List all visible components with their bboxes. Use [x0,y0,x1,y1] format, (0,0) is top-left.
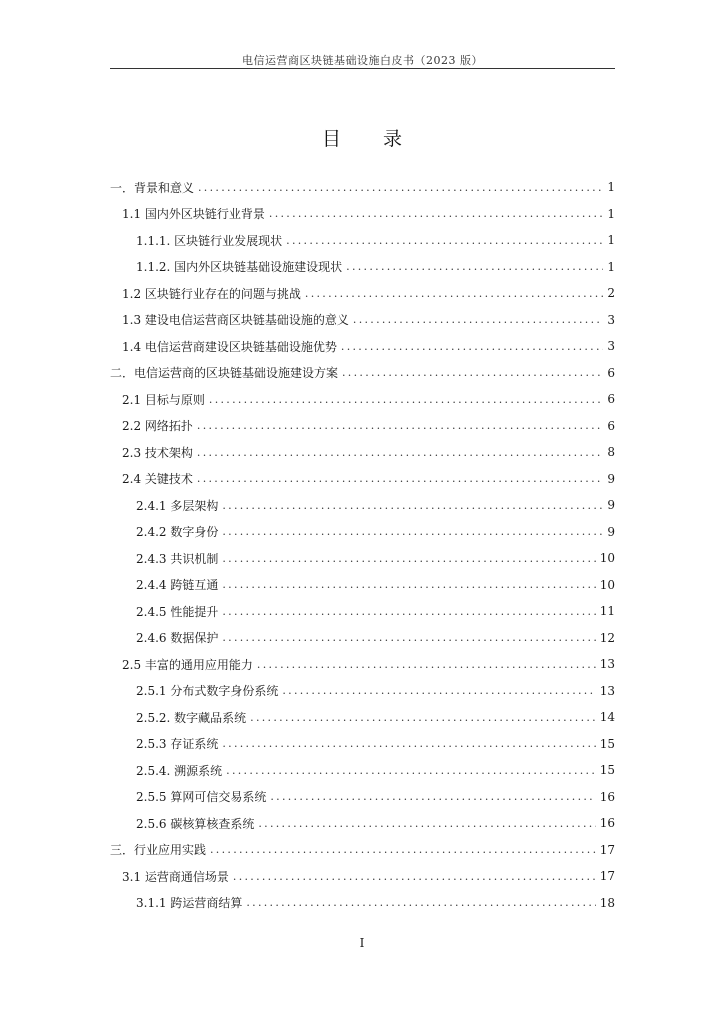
dot-leader [209,393,603,406]
toc-entry-page: 16 [599,789,615,804]
toc-entry[interactable] [110,545,615,572]
toc-entry[interactable] [110,704,615,731]
dot-leader [197,472,603,485]
toc-entry-label: 一．背景和意义 [110,180,195,195]
toc-entry-label: 2.4.5 性能提升 [136,604,219,619]
toc-entry-page: 6 [607,392,615,407]
toc-entry-label: 1.2 区块链行业存在的问题与挑战 [122,286,301,301]
table-of-contents [110,174,615,916]
toc-entry[interactable] [110,466,615,493]
toc-entry[interactable] [110,307,615,334]
dot-leader [286,234,603,247]
toc-entry-label: 2.5.2. 数字藏品系统 [136,710,247,725]
toc-entry-page: 9 [607,524,615,539]
toc-entry[interactable] [110,254,615,281]
toc-entry-page: 18 [599,895,615,910]
dot-leader [246,896,595,909]
toc-entry[interactable] [110,810,615,837]
toc-entry-label: 1.1.1. 区块链行业发展现状 [136,233,283,248]
toc-entry-label: 2.4.1 多层架构 [136,498,219,513]
dot-leader [222,737,595,750]
toc-entry-label: 二．电信运营商的区块链基础设施建设方案 [110,366,339,381]
toc-entry[interactable] [110,890,615,917]
toc-entry-page: 1 [607,180,615,195]
dot-leader [353,313,603,326]
toc-entry-page: 9 [607,471,615,486]
toc-entry[interactable] [110,174,615,201]
toc-entry-label: 2.2 网络拓扑 [122,419,193,434]
toc-entry[interactable] [110,784,615,811]
toc-entry-label: 3.1.1 跨运营商结算 [136,896,243,911]
toc-entry-page: 6 [607,418,615,433]
dot-leader [222,525,603,538]
toc-entry[interactable] [110,413,615,440]
toc-entry-label: 2.5.4. 溯源系统 [136,763,223,778]
toc-entry-label: 1.1.2. 国内外区块链基础设施建设现状 [136,260,343,275]
toc-entry[interactable] [110,333,615,360]
toc-entry[interactable] [110,386,615,413]
toc-entry[interactable] [110,360,615,387]
toc-entry-page: 13 [599,657,615,672]
toc-entry[interactable] [110,757,615,784]
toc-entry-page: 11 [599,604,615,619]
toc-entry-label: 2.5.3 存证系统 [136,737,219,752]
toc-entry-label: 2.4 关键技术 [122,472,193,487]
running-header: 电信运营商区块链基础设施白皮书（2023 版） [242,54,483,67]
toc-entry-label: 2.4.3 共识机制 [136,551,219,566]
dot-leader [269,207,603,220]
toc-entry-page: 14 [599,710,615,725]
toc-entry-page: 15 [599,763,615,778]
toc-entry[interactable] [110,837,615,864]
toc-entry-label: 2.1 目标与原则 [122,392,205,407]
dot-leader [210,843,596,856]
toc-entry-page: 17 [599,869,615,884]
dot-leader [250,711,596,724]
dot-leader [198,181,603,194]
dot-leader [257,658,596,671]
toc-entry-page: 1 [607,206,615,221]
toc-entry-label: 3.1 运营商通信场景 [122,869,229,884]
toc-entry-page: 3 [607,312,615,327]
toc-entry-page: 16 [599,816,615,831]
dot-leader [305,287,603,300]
toc-entry-label: 2.5.6 碳核算核查系统 [136,816,255,831]
toc-entry-page: 1 [607,259,615,274]
dot-leader [197,419,603,432]
toc-entry-page: 12 [599,630,615,645]
dot-leader [346,260,603,273]
toc-entry[interactable] [110,598,615,625]
toc-entry-page: 10 [599,577,615,592]
dot-leader [341,340,603,353]
dot-leader [233,870,596,883]
toc-entry-label: 三．行业应用实践 [110,843,207,858]
toc-entry[interactable] [110,201,615,228]
toc-entry[interactable] [110,572,615,599]
dot-leader [222,605,595,618]
dot-leader [282,684,595,697]
toc-entry[interactable] [110,280,615,307]
toc-entry-label: 2.4.4 跨链互通 [136,578,219,593]
dot-leader [342,366,603,379]
toc-entry-label: 1.1 国内外区块链行业背景 [122,207,265,222]
toc-entry-page: 9 [607,498,615,513]
toc-entry[interactable] [110,227,615,254]
toc-entry-page: 15 [599,736,615,751]
dot-leader [258,817,595,830]
toc-title: 目 录 [321,128,421,150]
toc-entry-page: 2 [607,286,615,301]
toc-entry[interactable] [110,439,615,466]
dot-leader [222,631,595,644]
dot-leader [222,552,595,565]
toc-entry-page: 17 [599,842,615,857]
dot-leader [222,499,603,512]
toc-entry-page: 1 [607,233,615,248]
page-number: I [359,936,365,950]
toc-entry[interactable] [110,731,615,758]
toc-entry-label: 1.3 建设电信运营商区块链基础设施的意义 [122,313,349,328]
toc-entry[interactable] [110,678,615,705]
toc-entry[interactable] [110,651,615,678]
toc-entry[interactable] [110,519,615,546]
toc-entry-label: 2.5 丰富的通用应用能力 [122,657,253,672]
toc-entry-page: 8 [607,445,615,460]
toc-entry-page: 6 [607,365,615,380]
toc-entry-label: 2.4.2 数字身份 [136,525,219,540]
toc-entry-label: 2.4.6 数据保护 [136,631,219,646]
toc-entry-label: 2.3 技术架构 [122,445,193,460]
toc-entry-label: 1.4 电信运营商建设区块链基础设施优势 [122,339,337,354]
toc-entry-page: 3 [607,339,615,354]
toc-entry[interactable] [110,863,615,890]
dot-leader [197,446,603,459]
toc-entry-label: 2.5.1 分布式数字身份系统 [136,684,279,699]
header-rule [110,68,615,69]
toc-entry-page: 10 [599,551,615,566]
toc-entry-page: 13 [599,683,615,698]
toc-entry[interactable] [110,625,615,652]
dot-leader [222,578,595,591]
dot-leader [270,790,595,803]
dot-leader [226,764,596,777]
toc-entry-label: 2.5.5 算网可信交易系统 [136,790,267,805]
toc-entry[interactable] [110,492,615,519]
